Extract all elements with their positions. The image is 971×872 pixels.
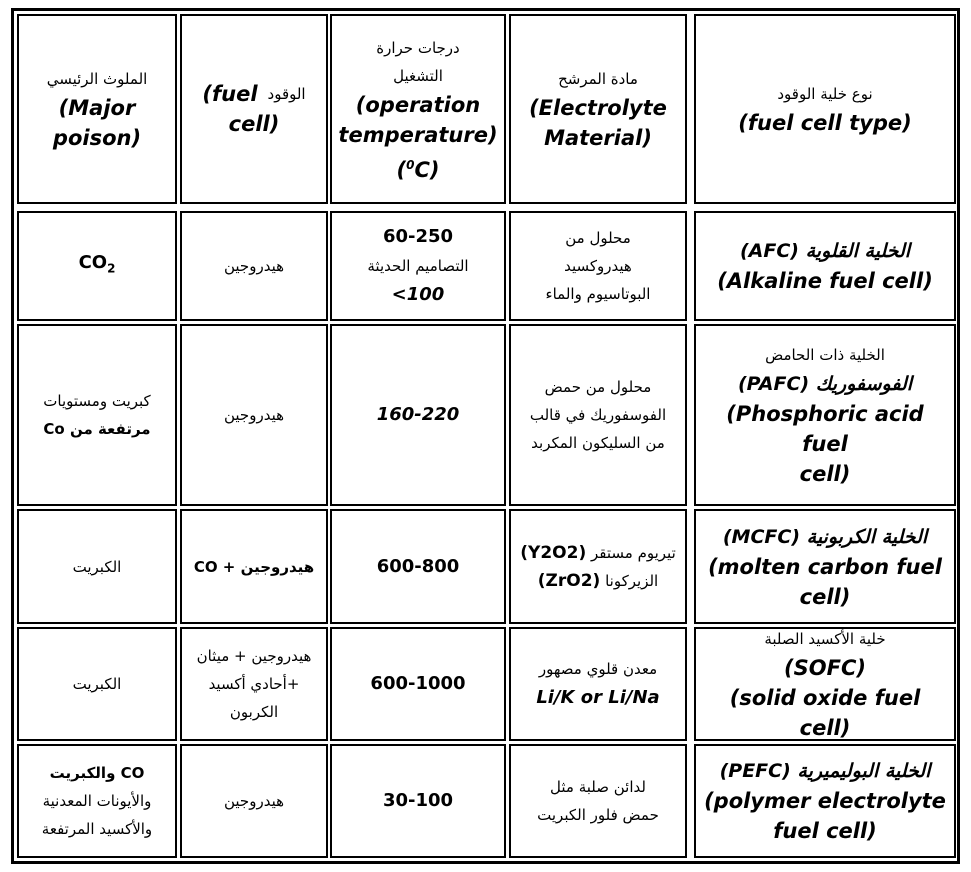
header-type-en: (fuel cell type) bbox=[738, 111, 912, 135]
row4-type bbox=[694, 627, 956, 741]
row4-el-l2: Li/K or Li/Na bbox=[536, 687, 660, 708]
row3-temp bbox=[330, 509, 506, 624]
row3-el-l2-ar: الزيركونا bbox=[605, 571, 659, 590]
row3-el-l1-chem: (Y2O2) bbox=[520, 542, 587, 563]
row3-type bbox=[694, 509, 956, 624]
row4-type-l1: خلية الأكسيد الصلبة bbox=[764, 630, 886, 648]
row3-electrolyte bbox=[509, 509, 687, 624]
row5-poison-l1: CO والكبريت bbox=[49, 764, 145, 782]
row5-poison-l2: والأيونات المعدنية bbox=[42, 792, 152, 810]
row1-fuel bbox=[180, 211, 328, 321]
row5-el-l1: لدائن صلبة مثل bbox=[550, 778, 646, 796]
fuel-cell-table bbox=[11, 8, 960, 864]
row3-poison bbox=[17, 509, 177, 624]
row4-el-l1: معدن قلوي مصهور bbox=[538, 660, 658, 678]
row3-el-l2 bbox=[538, 567, 658, 595]
header-poison-en: (Major poison) bbox=[52, 96, 142, 150]
row3-poison-text: الكبريت bbox=[72, 557, 122, 576]
header-fuel-en2: cell) bbox=[228, 112, 280, 136]
header-temp-en1: (operation bbox=[355, 92, 481, 117]
row3-el-l1-ar: تيريوم مستقر bbox=[591, 543, 676, 562]
header-fuel-line1 bbox=[202, 79, 305, 109]
row2-poison-l2: مرتفعة من Co bbox=[43, 420, 151, 438]
row2-el-l2: الفوسفوريك في قالب bbox=[529, 406, 667, 424]
header-major-poison bbox=[17, 14, 177, 204]
row2-type-l4: cell) bbox=[799, 462, 851, 486]
row1-type-l1: الخلية القلوية (AFC) bbox=[739, 240, 911, 262]
row5-type-l2: (polymer electrolyte bbox=[704, 789, 946, 813]
row5-temp bbox=[330, 744, 506, 858]
row2-type-l1: الخلية ذات الحامض bbox=[765, 346, 885, 364]
row5-type bbox=[694, 744, 956, 858]
row5-fuel bbox=[180, 744, 328, 858]
row3-el-l2-chem: (ZrO2) bbox=[537, 570, 601, 591]
row1-el-l2: هيدروكسيد bbox=[564, 257, 632, 275]
row4-type-l3: (solid oxide fuel cell) bbox=[729, 686, 921, 740]
co-text: CO bbox=[78, 252, 108, 274]
row5-type-l3: fuel cell) bbox=[773, 819, 877, 843]
header-temp-unit bbox=[397, 150, 440, 185]
header-fuel bbox=[180, 14, 328, 204]
row2-fuel bbox=[180, 324, 328, 506]
row4-type-l2: (SOFC) bbox=[784, 656, 866, 680]
header-electrolyte-material bbox=[509, 14, 687, 204]
row2-el-l3: من السليكون المكربد bbox=[531, 434, 665, 452]
row3-type-l3: cell) bbox=[799, 584, 851, 609]
row1-fuel-text: هيدروجين bbox=[223, 257, 284, 275]
header-temp-ar2: التشغيل bbox=[393, 66, 443, 85]
unit-pre: ( bbox=[396, 157, 407, 182]
row3-el-l1 bbox=[520, 539, 676, 567]
row4-fuel-l1: هيدروجين + ميثان bbox=[196, 647, 312, 665]
row4-fuel bbox=[180, 627, 328, 741]
row3-type-l1: الخلية الكربونية (MCFC) bbox=[722, 525, 928, 548]
row1-poison-text bbox=[79, 248, 116, 284]
header-operation-temperature bbox=[330, 14, 506, 204]
row2-type-l3: (Phosphoric acid fuel bbox=[726, 402, 924, 456]
unit-sup: 0 bbox=[406, 157, 415, 172]
row5-fuel-text: هيدروجين bbox=[223, 792, 284, 810]
row4-temp-text: 600-1000 bbox=[370, 673, 466, 694]
row2-type bbox=[694, 324, 956, 506]
row3-type-l2: (molten carbon fuel bbox=[708, 554, 942, 579]
header-temp-en2: temperature) bbox=[338, 122, 498, 147]
row4-fuel-l2: +أحادي أكسيد bbox=[208, 675, 300, 693]
header-fuel-en1: (fuel bbox=[202, 82, 258, 106]
header-electrolyte-en2: Material) bbox=[544, 126, 652, 150]
row5-poison bbox=[17, 744, 177, 858]
header-type-ar: نوع خلية الوقود bbox=[777, 85, 873, 103]
row3-temp-text: 600-800 bbox=[376, 555, 460, 577]
row3-fuel bbox=[180, 509, 328, 624]
row2-type-l2: الفوسفوريك (PAFC) bbox=[737, 373, 913, 395]
row4-fuel-l3: الكربون bbox=[229, 703, 279, 721]
row5-el-l2: حمض فلور الكبريت bbox=[537, 806, 659, 824]
row2-poison-l1: كبريت ومستويات bbox=[43, 392, 151, 410]
row5-type-l1: الخلية البوليميرية (PEFC) bbox=[719, 760, 931, 782]
header-electrolyte-ar: مادة المرشح bbox=[558, 70, 638, 88]
row4-electrolyte bbox=[509, 627, 687, 741]
row1-temp-l1: 60-250 bbox=[382, 226, 454, 247]
row1-temp bbox=[330, 211, 506, 321]
row1-type-l2: (Alkaline fuel cell) bbox=[717, 269, 933, 293]
row3-fuel-text: هيدروجين + CO bbox=[193, 557, 315, 576]
row1-el-l1: محلول من bbox=[565, 229, 631, 247]
row1-temp-l3: <100 bbox=[391, 284, 445, 305]
header-poison-ar: الملوث الرئيسي bbox=[46, 70, 148, 88]
row1-temp-l2: التصاميم الحديثة bbox=[367, 257, 469, 275]
row4-temp bbox=[330, 627, 506, 741]
row4-poison-text: الكبريت bbox=[72, 675, 122, 693]
row2-poison bbox=[17, 324, 177, 506]
row1-poison bbox=[17, 211, 177, 321]
unit-post: C) bbox=[414, 157, 440, 182]
row2-temp-text: 160-220 bbox=[376, 404, 460, 425]
row5-poison-l3: والأكسيد المرتفعة bbox=[41, 820, 153, 838]
co-sub: 2 bbox=[107, 261, 116, 276]
header-temp-ar1: درجات حرارة bbox=[376, 38, 460, 57]
header-electrolyte-en1: (Electrolyte bbox=[529, 96, 667, 120]
row2-electrolyte bbox=[509, 324, 687, 506]
row1-electrolyte bbox=[509, 211, 687, 321]
row2-temp bbox=[330, 324, 506, 506]
row1-el-l3: البوتاسيوم والماء bbox=[545, 285, 651, 303]
row4-poison bbox=[17, 627, 177, 741]
row5-temp-text: 30-100 bbox=[382, 790, 454, 811]
row1-type bbox=[694, 211, 956, 321]
header-fuel-cell-type bbox=[694, 14, 956, 204]
row2-fuel-text: هيدروجين bbox=[223, 406, 284, 424]
row2-el-l1: محلول من حمض bbox=[544, 378, 652, 396]
row5-electrolyte bbox=[509, 744, 687, 858]
header-fuel-ar: الوقود bbox=[267, 85, 306, 103]
